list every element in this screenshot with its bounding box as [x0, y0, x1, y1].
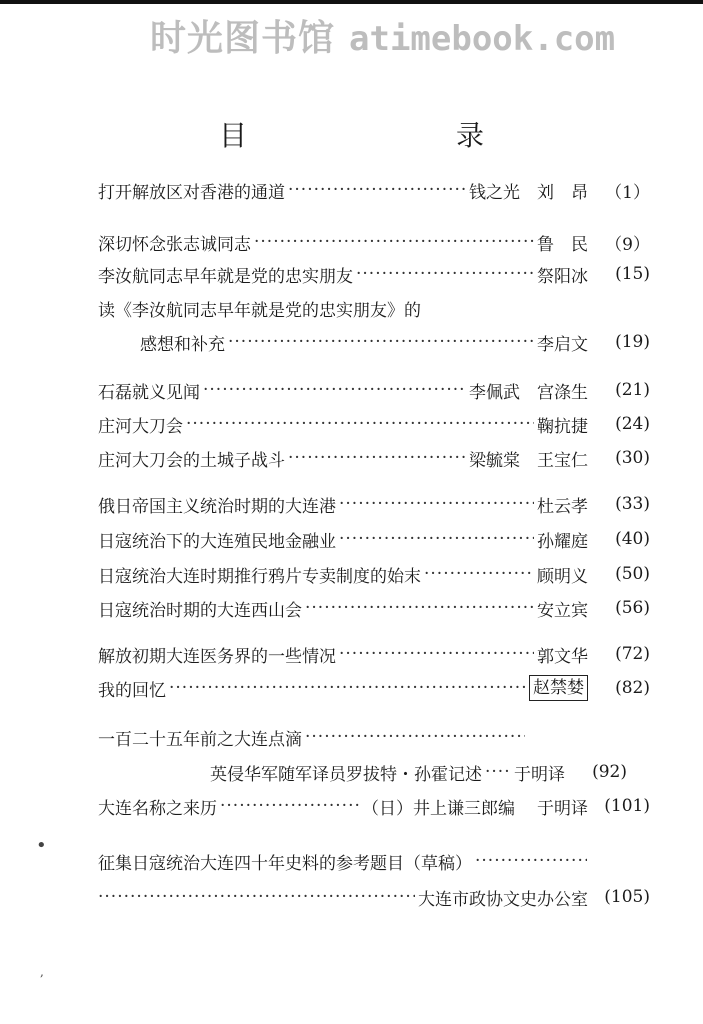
dot-leader [339, 494, 534, 514]
entry-title: 我的回忆 [98, 680, 166, 701]
entry-title: 庄河大刀会 [98, 416, 183, 437]
toc-entry[interactable] [98, 791, 650, 821]
entry-title: 征集日寇统治大连四十年史料的参考题目（草稿） [98, 853, 472, 874]
entry-page: (30) [615, 448, 650, 468]
toc-entry[interactable] [98, 375, 650, 405]
entry-title: 感想和补充 [140, 334, 225, 355]
toc-entry[interactable] [98, 409, 650, 439]
entry-author: 李启文 [537, 334, 588, 355]
dot-leader [305, 598, 534, 618]
toc-entry[interactable] [98, 443, 650, 473]
entry-page: (15) [615, 264, 650, 284]
entry-page: (21) [615, 380, 650, 400]
entry-title: 李汝航同志早年就是党的忠实朋友 [98, 266, 353, 287]
dot-leader [475, 851, 587, 871]
toc-entry[interactable] [98, 259, 650, 289]
entry-page: (19) [615, 332, 650, 352]
entry-title: 俄日帝国主义统治时期的大连港 [98, 496, 336, 517]
entry-author: 梁毓棠 王宝仁 [469, 450, 588, 471]
entry-page: (72) [615, 644, 650, 664]
entry-title: 日寇统治大连时期推行鸦片专卖制度的始末 [98, 566, 421, 587]
toc-entry-continued[interactable] [98, 293, 650, 323]
entry-author: 安立宾 [537, 600, 588, 621]
dot-leader [356, 264, 534, 284]
toc-entry[interactable] [98, 524, 650, 554]
dot-leader [288, 180, 466, 200]
scan-speck: , [40, 965, 44, 979]
entry-author: 顾明义 [537, 566, 588, 587]
top-border [0, 0, 703, 4]
page-title: 目 录 [219, 119, 584, 152]
entry-page: (24) [615, 414, 650, 434]
toc-entry[interactable] [98, 227, 650, 257]
entry-page: (33) [615, 494, 650, 514]
entry-author: 鞠抗捷 [537, 416, 588, 437]
entry-author-boxed: 赵禁婪 [529, 675, 588, 701]
entry-title: 解放初期大连医务界的一些情况 [98, 646, 336, 667]
entry-page: (50) [615, 564, 650, 584]
dot-leader [228, 332, 534, 352]
toc-entry[interactable] [140, 327, 650, 357]
dot-leader [186, 414, 534, 434]
dot-leader [305, 727, 525, 747]
entry-author: 郭文华 [537, 646, 588, 667]
dot-leader [339, 529, 534, 549]
entry-page: (105) [604, 887, 650, 907]
dot-leader [254, 232, 534, 252]
entry-page: (40) [615, 529, 650, 549]
toc-entry-continued[interactable] [98, 722, 528, 752]
entry-page: (56) [615, 598, 650, 618]
entry-editor: （日）井上谦三郎编 [362, 798, 515, 819]
entry-author: 钱之光 刘 昂 [469, 182, 588, 203]
watermark-chinese: 时光图书馆 [150, 18, 336, 59]
toc-entry[interactable] [210, 757, 650, 787]
entry-page: （9） [605, 234, 650, 255]
entry-title: 大连名称之来历 [98, 798, 217, 819]
entry-author: 祭阳冰 [537, 266, 588, 287]
dot-leader [98, 887, 415, 907]
entry-author: 孙耀庭 [537, 531, 588, 552]
entry-title: 庄河大刀会的土城子战斗 [98, 450, 285, 471]
entry-author: 大连市政协文史办公室 [418, 889, 588, 910]
entry-page: (92) [592, 762, 627, 782]
watermark-url: atimebook.com [349, 19, 616, 59]
entry-author: 李佩武 宫涤生 [469, 382, 588, 403]
toc-entry[interactable] [98, 489, 650, 519]
watermark [150, 10, 615, 61]
entry-title: 读《李汝航同志早年就是党的忠实朋友》的 [98, 300, 421, 321]
entry-title: 日寇统治时期的大连西山会 [98, 600, 302, 621]
toc-entry[interactable] [98, 559, 650, 589]
entry-title: 日寇统治下的大连殖民地金融业 [98, 531, 336, 552]
dot-leader [288, 448, 466, 468]
dot-leader [203, 380, 466, 400]
entry-page: (82) [615, 678, 650, 698]
toc-entry[interactable] [98, 593, 650, 623]
entry-title: 深切怀念张志诚同志 [98, 234, 251, 255]
entry-author: 杜云孝 [537, 496, 588, 517]
entry-title: 一百二十五年前之大连点滴 [98, 729, 302, 750]
toc-entry[interactable] [98, 639, 650, 669]
dot-leader [339, 644, 534, 664]
dot-leader [424, 564, 534, 584]
toc-entry[interactable] [98, 882, 650, 912]
entry-page: （1） [605, 182, 650, 203]
dot-leader [485, 762, 511, 782]
scan-speck: • [36, 835, 47, 856]
entry-author: 于明译 [514, 764, 565, 785]
entry-author: 鲁 民 [537, 234, 588, 255]
dot-leader [169, 678, 526, 698]
toc-entry[interactable] [98, 175, 650, 205]
entry-title: 石磊就义见闻 [98, 382, 200, 403]
dot-leader [220, 796, 359, 816]
entry-title: 英侵华军随军译员罗拔特・孙霍记述 [210, 764, 482, 785]
entry-page: (101) [604, 796, 650, 816]
toc-entry[interactable] [98, 673, 650, 703]
entry-author: 于明译 [537, 798, 588, 819]
entry-title: 打开解放区对香港的通道 [98, 182, 285, 203]
toc-entry-continued[interactable] [98, 846, 590, 876]
